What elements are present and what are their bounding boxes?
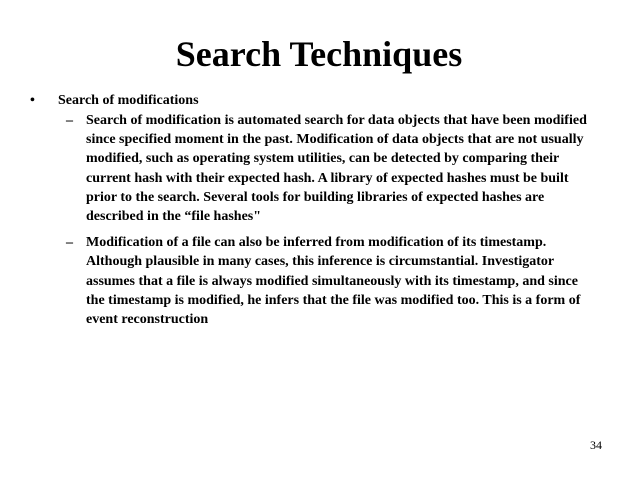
sub-bullet-timestamp-inference (28, 233, 591, 329)
page-number: 34 (590, 438, 602, 452)
sub-bullet-hash-comparison (28, 111, 591, 226)
dash-marker: – (66, 113, 73, 128)
slide-content (28, 91, 588, 336)
bullet-search-of-modifications (28, 91, 588, 110)
bullet-text: Search of modifications (58, 93, 199, 108)
sub-bullet-list (28, 111, 588, 329)
sub-bullet-text: Search of modification is automated search for data objects that have been modified since specified moment in the past. Modification of data objects that are not usually modified, such as operating system utilities, can be detected by comparing their current hash with their expected hash. A library of expected hashes must be built prior to the search. Several tools for building libraries of expected hashes are described in the “file hashes" (86, 113, 587, 225)
dash-marker: – (66, 235, 73, 251)
bullet-marker: • (30, 93, 35, 108)
sub-bullet-text: Modification of a file can also be inferred from modification of its timestamp. Although plausible in many cases, this inference is circumstantial. Investigator assumes that a file is always modified simultaneously with its timestamp, and since the timestamp is modified, he infers that the file was modified too. This is a form of event reconstruction (86, 235, 581, 328)
slide-title: Search Techniques (175, 34, 463, 74)
